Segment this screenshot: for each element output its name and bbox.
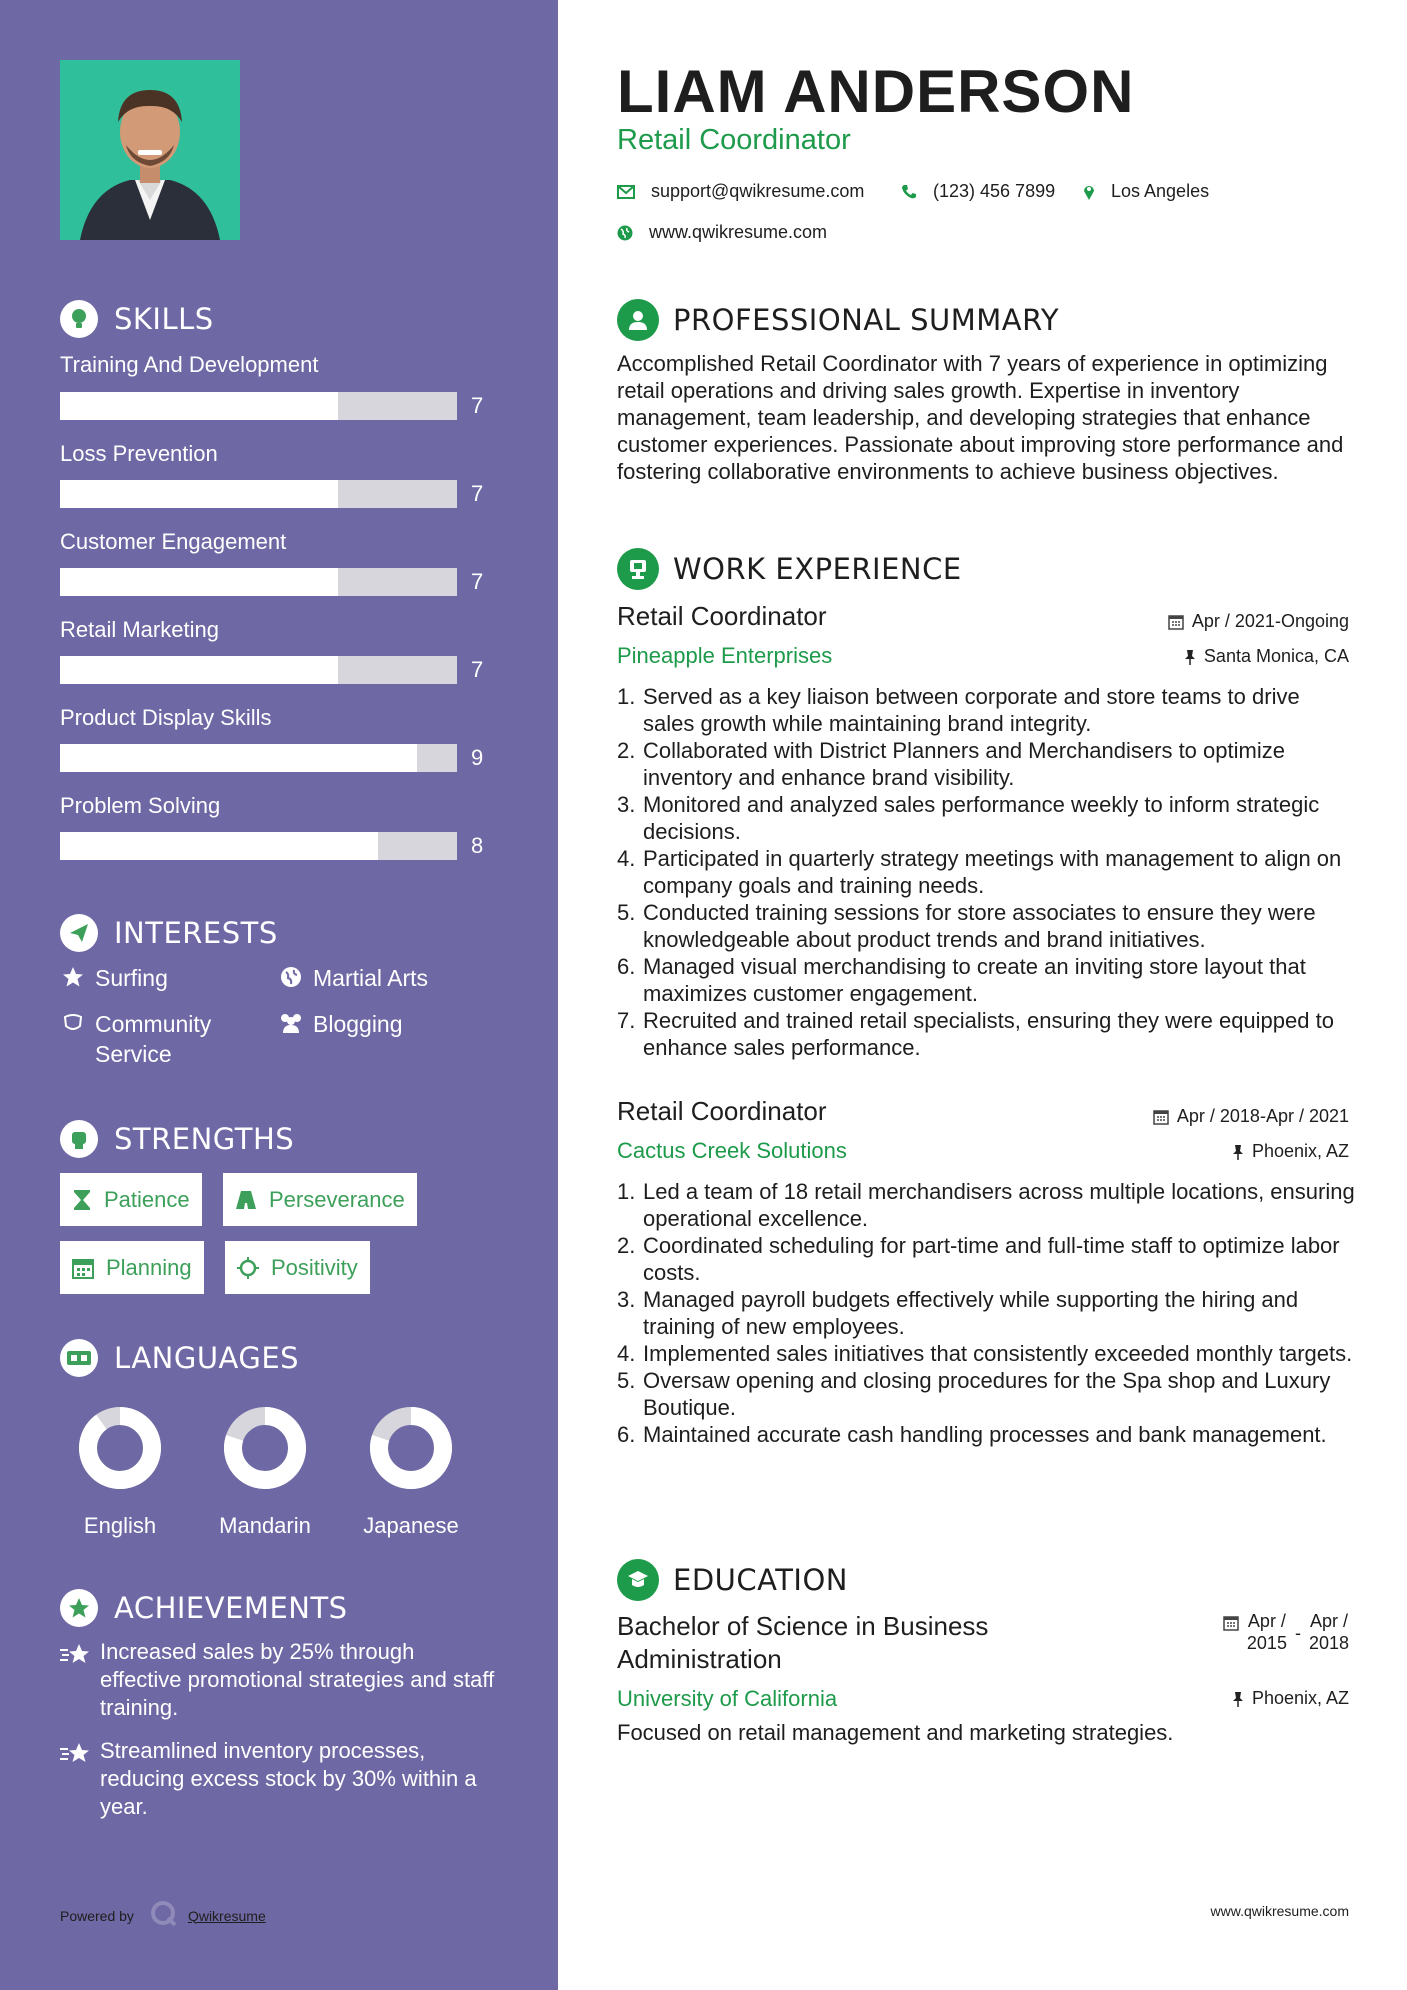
company-name: Pineapple Enterprises xyxy=(617,643,833,668)
company-name: Cactus Creek Solutions xyxy=(617,1138,847,1163)
achievement-text: Increased sales by 25% through effective promotional strategies and staff training. xyxy=(100,1639,495,1720)
education-end-month: Apr / xyxy=(1309,1611,1348,1631)
graduate-icon xyxy=(617,1559,659,1601)
job-title: Retail Coordinator xyxy=(617,1096,827,1126)
skill-bar-fill xyxy=(60,656,338,684)
skill-label: Customer Engagement xyxy=(60,529,287,554)
language-item xyxy=(341,1405,481,1539)
summary-heading xyxy=(617,299,1059,341)
skill-level: 7 xyxy=(471,569,484,594)
duty-item: 4. Implemented sales initiatives that consistently exceeded monthly targets. xyxy=(617,1341,1353,1366)
pushpin-icon xyxy=(1184,649,1196,665)
map-pin-icon xyxy=(1083,183,1095,201)
skill-level: 8 xyxy=(471,833,484,858)
skill-label: Product Display Skills xyxy=(60,705,272,730)
skill-level: 7 xyxy=(471,657,484,682)
skill-level: 7 xyxy=(471,393,484,418)
duty-item: 4. Participated in quarterly strategy meetings with management to align on company goals and training needs. xyxy=(617,846,1342,898)
language-level-ring xyxy=(368,1405,454,1491)
language-item xyxy=(195,1405,335,1539)
interest-item xyxy=(278,963,428,993)
interest-item xyxy=(60,1009,211,1069)
job-title: Retail Coordinator xyxy=(617,601,827,631)
contact-email[interactable]: support@qwikresume.com xyxy=(617,181,864,202)
duty-item: 3. Monitored and analyzed sales performance weekly to inform strategic decisions. xyxy=(617,792,1320,844)
strength-badge xyxy=(225,1241,370,1294)
candidate-role: Retail Coordinator xyxy=(617,124,851,156)
skill-bar xyxy=(60,832,457,860)
language-level-ring xyxy=(222,1405,308,1491)
interest-item xyxy=(278,1009,403,1039)
languages-heading xyxy=(60,1339,299,1377)
strength-badge xyxy=(60,1173,202,1226)
skill-bar-fill xyxy=(60,480,338,508)
calendar-icon xyxy=(1153,1109,1169,1125)
degree-title: Bachelor of Science in Business Administration xyxy=(617,1611,989,1674)
education-title: EDUCATION xyxy=(673,1563,849,1597)
experience-heading xyxy=(617,548,962,590)
pushpin-icon xyxy=(1232,1144,1244,1160)
envelope-icon xyxy=(617,185,635,199)
summary-title: PROFESSIONAL SUMMARY xyxy=(673,303,1060,337)
calendar-icon xyxy=(1223,1610,1239,1636)
powered-by xyxy=(60,1900,266,1931)
interests-title: INTERESTS xyxy=(114,916,278,950)
user-icon xyxy=(617,299,659,341)
footer-url[interactable]: www.qwikresume.com xyxy=(1210,1903,1349,1919)
duty-item: 5. Oversaw opening and closing procedures for the Spa shop and Luxury Boutique. xyxy=(617,1368,1331,1420)
education-location: Phoenix, AZ xyxy=(1232,1688,1349,1709)
duty-item: 7. Recruited and trained retail specialists, ensuring they were equipped to enhance sales performance. xyxy=(617,1008,1334,1060)
job-location: Phoenix, AZ xyxy=(1232,1141,1349,1162)
calendar-icon xyxy=(1168,614,1184,630)
job-duties xyxy=(617,683,1357,1061)
skill-label: Problem Solving xyxy=(60,793,221,818)
phone-icon xyxy=(901,184,917,200)
contact-website[interactable]: www.qwikresume.com xyxy=(617,222,827,243)
education-start-month: Apr / xyxy=(1247,1611,1286,1631)
duty-item: 5. Conducted training sessions for store associates to ensure they were knowledgeable about product trends and brand initiatives. xyxy=(617,900,1316,952)
job-duties xyxy=(617,1178,1357,1448)
language-label: English xyxy=(83,1513,157,1538)
globe-icon xyxy=(617,225,633,241)
education-start-year: 2015 xyxy=(1246,1633,1287,1653)
skill-label: Training And Development xyxy=(60,352,319,377)
education-dates: Apr / 2015 - Apr / 2018 xyxy=(1223,1610,1349,1654)
interest-label: Blogging xyxy=(313,1011,403,1037)
school-name: University of California xyxy=(617,1686,838,1711)
duty-item: 3. Managed payroll budgets effectively while supporting the hiring and training of new employees. xyxy=(617,1287,1299,1339)
users-icon xyxy=(278,1009,304,1034)
interest-label: Martial Arts xyxy=(313,965,429,991)
qwikresume-logo-icon xyxy=(150,1900,178,1931)
shield-icon xyxy=(60,1009,86,1034)
strengths-heading xyxy=(60,1120,294,1158)
star-badge-icon xyxy=(60,1589,98,1627)
paper-plane-icon xyxy=(60,914,98,952)
duty-item: 6. Maintained accurate cash handling processes and bank management. xyxy=(617,1422,1327,1447)
briefcase-icon xyxy=(617,548,659,590)
skill-label: Loss Prevention xyxy=(60,441,218,466)
language-item xyxy=(50,1405,190,1539)
education-end-year: 2018 xyxy=(1308,1633,1349,1653)
strength-label: Patience xyxy=(104,1186,190,1212)
duty-item: 1. Served as a key liaison between corporate and store teams to drive sales growth while maintaining brand integrity. xyxy=(617,684,1300,736)
powered-by-label: Powered by xyxy=(60,1907,134,1924)
skill-bar xyxy=(60,568,457,596)
sun-icon xyxy=(237,1257,259,1279)
star-icon xyxy=(60,963,86,988)
achievement-text: Streamlined inventory processes, reducing excess stock by 30% within a year. xyxy=(100,1738,477,1819)
skill-level: 9 xyxy=(471,745,484,770)
interest-label: Surfing xyxy=(95,965,168,991)
skill-bar-fill xyxy=(60,744,417,772)
experience-title: WORK EXPERIENCE xyxy=(673,552,962,586)
duty-item: 1. Led a team of 18 retail merchandisers across multiple locations, ensuring operational excellence. xyxy=(617,1179,1355,1231)
contact-location: Los Angeles xyxy=(1083,181,1209,202)
strength-badge xyxy=(223,1173,417,1226)
education-heading xyxy=(617,1559,848,1601)
globe-icon xyxy=(278,963,304,988)
strengths-title: STRENGTHS xyxy=(114,1122,295,1156)
contact-phone[interactable]: (123) 456 7899 xyxy=(901,181,1055,202)
skills-title: SKILLS xyxy=(114,302,214,336)
strength-badge xyxy=(60,1241,204,1294)
interests-heading xyxy=(60,914,278,952)
profile-photo xyxy=(60,60,240,240)
skill-level: 7 xyxy=(471,481,484,506)
achievement-item xyxy=(60,1638,500,1722)
hourglass-icon xyxy=(72,1189,92,1211)
calendar-icon xyxy=(72,1257,94,1279)
achievements-title: ACHIEVEMENTS xyxy=(114,1591,348,1625)
languages-title: LANGUAGES xyxy=(114,1341,300,1375)
duty-item: 2. Coordinated scheduling for part-time and full-time staff to optimize labor costs. xyxy=(617,1233,1340,1285)
qwikresume-link[interactable]: Qwikresume xyxy=(187,1907,266,1924)
duty-item: 6. Managed visual merchandising to create an inviting store layout that maximizes customer engagement. xyxy=(617,954,1306,1006)
lightbulb-icon xyxy=(60,300,98,338)
skill-bar xyxy=(60,744,457,772)
skill-bar-fill xyxy=(60,832,378,860)
skill-bar xyxy=(60,656,457,684)
sidebar xyxy=(0,0,558,1990)
road-icon xyxy=(235,1190,257,1210)
job-location: Santa Monica, CA xyxy=(1184,646,1349,667)
duty-item: 2. Collaborated with District Planners and Merchandisers to optimize inventory and enhance brand visibility. xyxy=(617,738,1285,790)
strength-label: Positivity xyxy=(271,1254,358,1280)
summary-text: Accomplished Retail Coordinator with 7 years of experience in optimizing retail operations and driving sales growth. Expertise in inventory management, team leadership, and developing strategies that enhance customer experiences. Passionate about improving store performance and fostering collaborative environments to achieve business objectives. xyxy=(617,351,1344,484)
language-label: Mandarin xyxy=(219,1513,311,1538)
achievements-heading xyxy=(60,1589,348,1627)
achievement-item xyxy=(60,1737,500,1821)
interest-label: Community Service xyxy=(95,1011,212,1067)
skill-bar-fill xyxy=(60,568,338,596)
candidate-name: LIAM ANDERSON xyxy=(617,58,1135,125)
job-dates: Apr / 2021-Ongoing xyxy=(1168,611,1349,632)
skill-bar xyxy=(60,392,457,420)
fist-icon xyxy=(60,1120,98,1158)
skill-bar-fill xyxy=(60,392,338,420)
language-level-ring xyxy=(77,1405,163,1491)
language-icon xyxy=(60,1339,98,1377)
strength-label: Perseverance xyxy=(269,1186,405,1212)
language-label: Japanese xyxy=(363,1513,459,1538)
skills-heading xyxy=(60,300,214,338)
shooting-star-icon xyxy=(60,1638,92,1671)
skill-bar xyxy=(60,480,457,508)
shooting-star-icon xyxy=(60,1737,92,1770)
skill-label: Retail Marketing xyxy=(60,617,219,642)
interest-item xyxy=(60,963,168,993)
education-description: Focused on retail management and marketing strategies. xyxy=(617,1720,1174,1745)
pushpin-icon xyxy=(1232,1691,1244,1707)
strength-label: Planning xyxy=(106,1254,192,1280)
job-dates: Apr / 2018-Apr / 2021 xyxy=(1153,1106,1349,1127)
